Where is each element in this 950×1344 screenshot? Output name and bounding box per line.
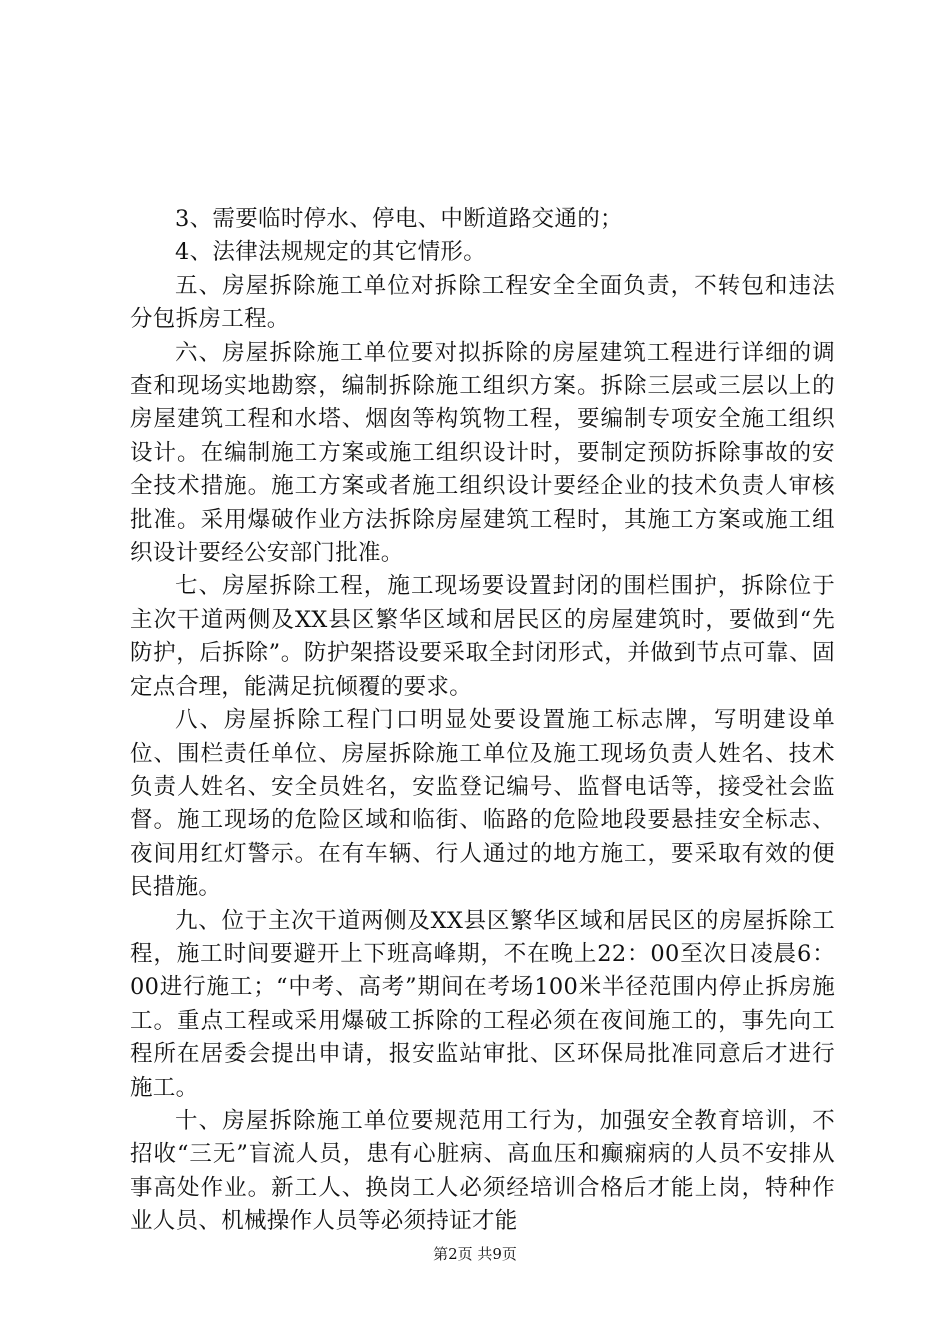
paragraph-section-10: 十、房屋拆除施工单位要规范用工行为，加强安全教育培训，不招收“三无”盲流人员，患有心脏病、高血压和癫痫病的人员不安排从事高处作业。新工人、换岗工人必须经培训合格后才能上岗，特种作业人员、机械操作人员等必须持证才能 <box>130 1107 835 1235</box>
paragraph-section-7: 七、房屋拆除工程，施工现场要设置封闭的围栏围护，拆除位于主次干道两侧及XX县区繁华区域和居民区的房屋建筑时，要做到“先防护，后拆除”。防护架搭设要采取全封闭形式，并做到节点可靠、固定点合理，能满足抗倾覆的要求。 <box>130 573 835 700</box>
paragraph-section-8: 八、房屋拆除工程门口明显处要设置施工标志牌，写明建设单位、围栏责任单位、房屋拆除施工单位及施工现场负责人姓名、技术负责人姓名、安全员姓名，安监登记编号、监督电话等，接受社会监督。施工现场的危险区域和临街、临路的危险地段要悬挂安全标志、夜间用红灯警示。在有车辆、行人通过的地方施工，要采取有效的便民措施。 <box>130 707 835 901</box>
paragraph-item-4: 4、法律法规规定的其它情形。 <box>175 239 487 266</box>
paragraph-section-9: 九、位于主次干道两侧及XX县区繁华区域和居民区的房屋拆除工程，施工时间要避开上下班高峰期，不在晚上22：00至次日凌晨6：00进行施工；“中考、高考”期间在考场100米半径范围内停止拆房施工。重点工程或采用爆破工拆除的工程必须在夜间施工的，事先向工程所在居委会提出申请，报安监站审批、区环保局批准同意后才进行施工。 <box>130 907 835 1101</box>
paragraph-section-6: 六、房屋拆除施工单位要对拟拆除的房屋建筑工程进行详细的调查和现场实地勘察，编制拆除施工组织方案。拆除三层或三层以上的房屋建筑工程和水塔、烟囱等构筑物工程，要编制专项安全施工组织设计。在编制施工方案或施工组织设计时，要制定预防拆除事故的安全技术措施。施工方案或者施工组织设计要经企业的技术负责人审核批准。采用爆破作业方法拆除房屋建筑工程时，其施工方案或施工组织设计要经公安部门批准。 <box>130 339 835 567</box>
paragraph-section-5: 五、房屋拆除施工单位对拆除工程安全全面负责，不转包和违法分包拆房工程。 <box>130 272 835 333</box>
document-body <box>130 203 835 1239</box>
page-number-footer: 第2页 共9页 <box>433 1245 517 1263</box>
paragraph-item-3: 3、需要临时停水、停电、中断道路交通的； <box>175 206 623 232</box>
